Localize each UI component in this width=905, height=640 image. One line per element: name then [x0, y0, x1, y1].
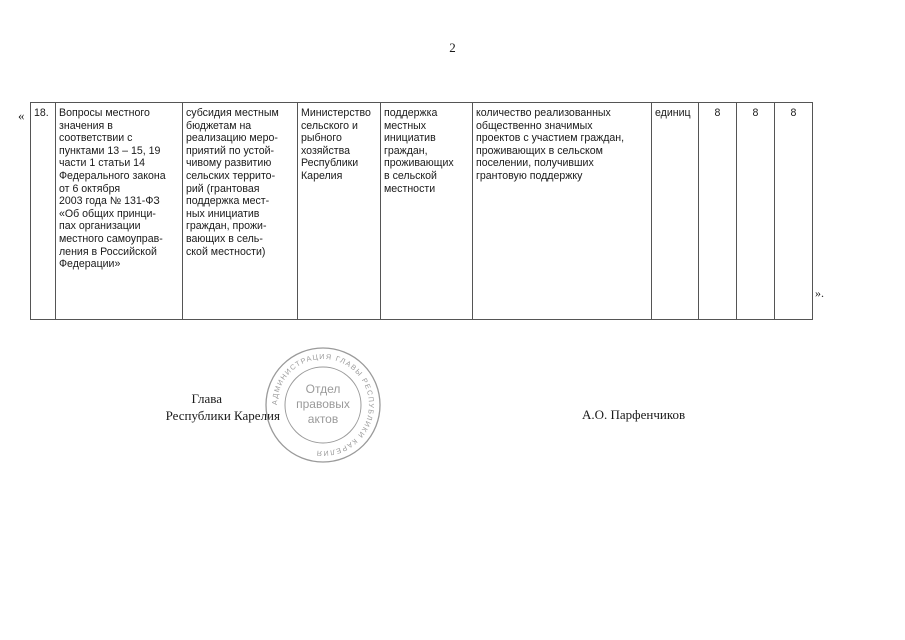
cell-line: Вопросы местного	[59, 107, 150, 119]
stamp-center-line-1: Отдел	[305, 382, 341, 396]
cell-line: субсидия местным	[186, 107, 279, 119]
unit-cell: единиц	[652, 103, 699, 320]
page-number: 2	[449, 40, 456, 55]
cell-line: ных инициатив	[186, 207, 260, 220]
stamp-center-line-3: актов	[307, 412, 339, 426]
cell-line: инициатив	[384, 132, 436, 145]
cell-line: Карелия	[301, 169, 343, 182]
cell-line: пунктами 13 – 15, 19	[59, 144, 161, 157]
cell-line: Федерального закона	[59, 169, 166, 182]
cell-line: ской местности)	[186, 245, 266, 258]
cell-line: общественно значимых	[476, 119, 593, 132]
ministry-cell	[298, 103, 381, 320]
cell-line: приятий по устой-	[186, 144, 275, 157]
opening-quote: «	[18, 108, 25, 123]
cell-line: Федерации»	[59, 258, 121, 271]
cell-line: граждан, прожи-	[186, 220, 267, 233]
signature-title-line2: Республики Карелия	[165, 408, 280, 423]
official-stamp	[263, 345, 383, 465]
amendment-table	[30, 102, 813, 320]
cell-line: поддержка мест-	[186, 195, 270, 208]
cell-line: Республики	[301, 157, 359, 170]
cell-line: соответствии с	[59, 132, 133, 145]
value-cell: 8	[737, 103, 775, 320]
cell-line: от 6 октября	[59, 182, 121, 195]
question-cell	[56, 103, 183, 320]
stamp-ring-text: АДМИНИСТРАЦИЯ ГЛАВЫ РЕСПУБЛИКИ КАРЕЛИЯ	[269, 351, 377, 459]
value-cell: 8	[699, 103, 737, 320]
closing-quote: ».	[815, 286, 824, 300]
cell-line: поселении, получивших	[476, 157, 594, 170]
cell-line: количество реализованных	[476, 107, 611, 119]
cell-line: местного самоуправ-	[59, 232, 163, 245]
cell-line: «Об общих принци-	[59, 207, 156, 220]
cell-line: бюджетам на	[186, 119, 252, 132]
cell-line: Министерство	[301, 107, 371, 119]
cell-line: проживающих в сельском	[476, 144, 603, 157]
cell-line: вающих в сель-	[186, 232, 263, 245]
signature-title-line1: Глава	[191, 391, 222, 406]
cell-line: хозяйства	[301, 144, 351, 157]
cell-line: граждан,	[384, 144, 428, 157]
cell-line: проектов с участием граждан,	[476, 132, 625, 145]
cell-line: 2003 года № 131-ФЗ	[59, 195, 160, 208]
cell-line: в сельской	[384, 169, 437, 182]
stamp-center-line-2: правовых	[296, 397, 350, 411]
cell-line: рыбного	[301, 132, 342, 145]
cell-line: сельских террито-	[186, 169, 276, 182]
signatory-name: А.О. Парфенчиков	[582, 407, 686, 422]
table-row	[31, 103, 813, 320]
cell-line: части 1 статьи 14	[59, 157, 145, 170]
cell-line: ления в Российской	[59, 245, 157, 258]
subsidy-cell	[183, 103, 298, 320]
cell-line: рий (грантовая	[186, 182, 260, 195]
cell-line: местности	[384, 182, 436, 195]
cell-line: местных	[384, 119, 427, 132]
indicator-cell	[473, 103, 652, 320]
signature-title	[120, 390, 280, 424]
cell-line: сельского и	[301, 119, 358, 132]
cell-line: чивому развитию	[186, 157, 272, 170]
row-number: 18.	[31, 103, 56, 320]
cell-line: поддержка	[384, 107, 438, 119]
value-cell: 8	[775, 103, 813, 320]
cell-line: проживающих	[384, 157, 454, 170]
cell-line: значения в	[59, 119, 113, 132]
cell-line: реализацию меро-	[186, 132, 278, 145]
direction-cell	[381, 103, 473, 320]
cell-line: грантовую поддержку	[476, 169, 583, 182]
cell-line: пах организации	[59, 220, 141, 233]
